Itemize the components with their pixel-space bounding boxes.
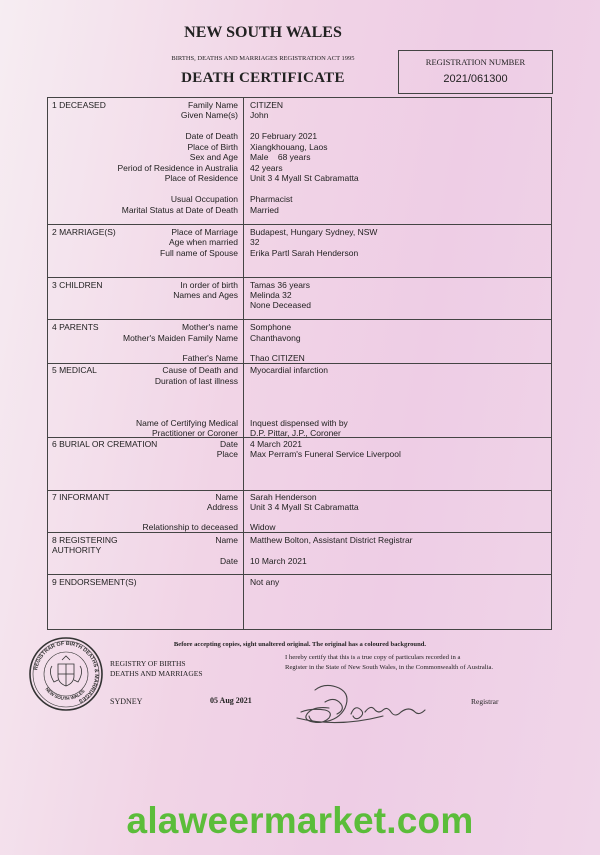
family-name-value: CITIZEN <box>250 100 284 110</box>
registrar-name-label: Name <box>215 535 238 545</box>
svg-text:REGISTRAR OF BIRTH DEATHS & MA: REGISTRAR OF BIRTH DEATHS & MARRIAGES <box>33 640 100 704</box>
residence-period-label: Period of Residence in Australia <box>117 163 238 173</box>
certifying-value: Inquest dispensed with by <box>250 418 348 428</box>
act-subheading: BIRTHS, DEATHS AND MARRIAGES REGISTRATION ACT 1995 <box>171 55 355 62</box>
section-informant: 7 INFORMANT <box>52 492 110 502</box>
age-married-label: Age when married <box>169 237 238 247</box>
family-name-label: Family Name <box>187 100 238 110</box>
informant-name-label: Name <box>215 492 238 502</box>
coroner-value: D.P. Pittar, J.P., Coroner <box>250 428 341 438</box>
section-registering: 8 REGISTERING <box>52 535 118 545</box>
mother-maiden-label: Mother's Maiden Family Name <box>123 333 238 343</box>
coroner-label: Practitioner or Coroner <box>152 428 238 438</box>
certify-line: Register in the State of New South Wales, in the Commonwealth of Australia. <box>285 663 494 671</box>
given-names-value: John <box>250 110 269 120</box>
issue-city: SYDNEY <box>110 697 143 706</box>
state-heading: NEW SOUTH WALES <box>184 24 342 41</box>
section-medical: 5 MEDICAL <box>52 365 97 375</box>
row-divider <box>47 490 551 491</box>
children-names-label: Names and Ages <box>173 290 238 300</box>
issue-date: 05 Aug 2021 <box>210 696 252 705</box>
row-divider <box>47 277 551 278</box>
mother-name-value: Somphone <box>250 322 292 332</box>
spouse-name-label: Full name of Spouse <box>160 248 238 258</box>
registry-name <box>110 659 203 678</box>
burial-date-label: Date <box>220 439 238 449</box>
section-deceased: 1 DECEASED <box>52 100 106 110</box>
spouse-name-value: Erika Partl Sarah Henderson <box>250 248 359 258</box>
informant-address-label: Address <box>206 502 238 512</box>
cause-of-death-value: Myocardial infarction <box>250 365 328 375</box>
registry-line: DEATHS AND MARRIAGES <box>110 668 203 678</box>
marital-status-value: Married <box>250 205 279 215</box>
place-of-birth-label: Place of Birth <box>187 142 238 152</box>
registration-date-value: 10 March 2021 <box>250 556 307 566</box>
sex-age-label: Sex and Age <box>189 152 238 162</box>
relationship-value: Widow <box>250 522 276 532</box>
certify-line: I hereby certify that this is a true copy of particulars recorded in a <box>285 654 461 661</box>
illness-duration-label: Duration of last illness <box>154 376 238 386</box>
given-names-label: Given Name(s) <box>180 110 238 120</box>
place-of-residence-value: Unit 3 4 Myall St Cabramatta <box>250 173 359 183</box>
registry-line: REGISTRY OF BIRTHS <box>110 659 186 668</box>
place-of-marriage-value: Budapest, Hungary Sydney, NSW <box>250 227 378 237</box>
age-married-value: 32 <box>250 237 260 247</box>
row-divider <box>47 224 551 225</box>
document-title: DEATH CERTIFICATE <box>181 70 345 86</box>
burial-place-value: Max Perram's Funeral Service Liverpool <box>250 449 401 459</box>
section-parents: 4 PARENTS <box>52 322 99 332</box>
certification-statement <box>285 653 493 672</box>
watermark-text: alaweermarket.com <box>126 800 474 841</box>
section-endorsement: 9 ENDORSEMENT(S) <box>52 577 137 587</box>
cause-of-death-label: Cause of Death and <box>162 365 238 375</box>
occupation-value: Pharmacist <box>250 194 293 204</box>
registration-number-label: REGISTRATION NUMBER <box>425 57 526 67</box>
registration-number-box <box>398 50 553 94</box>
registrar-label: Registrar <box>471 697 499 706</box>
registration-date-label: Date <box>220 556 238 566</box>
row-divider <box>47 319 551 320</box>
child-entry: None Deceased <box>250 300 311 310</box>
section-authority: AUTHORITY <box>52 545 102 555</box>
occupation-label: Usual Occupation <box>170 194 238 204</box>
burial-date-value: 4 March 2021 <box>250 439 302 449</box>
date-of-death-value: 20 February 2021 <box>250 131 318 141</box>
registrar-name-value: Matthew Bolton, Assistant District Registrar <box>250 535 413 545</box>
date-of-death-label: Date of Death <box>185 131 238 141</box>
informant-address-value: Unit 3 4 Myall St Cabramatta <box>250 502 359 512</box>
registrar-seal-icon <box>28 636 104 712</box>
row-divider <box>47 532 551 533</box>
certifying-label: Name of Certifying Medical <box>135 418 238 428</box>
marital-status-label: Marital Status at Date of Death <box>121 205 238 215</box>
registration-number-value: 2021/061300 <box>443 73 508 85</box>
authenticity-note: Before accepting copies, sight unaltered original. The original has a coloured background. <box>173 641 427 648</box>
informant-name-value: Sarah Henderson <box>250 492 317 502</box>
mother-name-label: Mother's name <box>182 322 238 332</box>
row-divider <box>47 574 551 575</box>
endorsement-value: Not any <box>250 577 280 587</box>
place-of-residence-label: Place of Residence <box>164 173 238 183</box>
registrar-signature-icon <box>295 672 445 732</box>
sex-age-value: Male 68 years <box>250 152 311 162</box>
father-name-value: Thao CITIZEN <box>250 353 305 363</box>
child-entry: Melinda 32 <box>250 290 292 300</box>
section-burial: 6 BURIAL OR CREMATION <box>52 439 158 449</box>
burial-place-label: Place <box>216 449 238 459</box>
mother-maiden-value: Chanthavong <box>250 333 301 343</box>
section-children: 3 CHILDREN <box>52 280 103 290</box>
section-marriage: 2 MARRIAGE(S) <box>52 227 116 237</box>
children-order-label: In order of birth <box>180 280 238 290</box>
child-entry: Tamas 36 years <box>250 280 310 290</box>
place-of-birth-value: Xiangkhouang, Laos <box>250 142 328 152</box>
residence-period-value: 42 years <box>250 163 283 173</box>
svg-text:NEW SOUTH WALES: NEW SOUTH WALES <box>44 686 86 702</box>
relationship-label: Relationship to deceased <box>142 522 238 532</box>
place-of-marriage-label: Place of Marriage <box>171 227 238 237</box>
father-name-label: Father's Name <box>182 353 238 363</box>
